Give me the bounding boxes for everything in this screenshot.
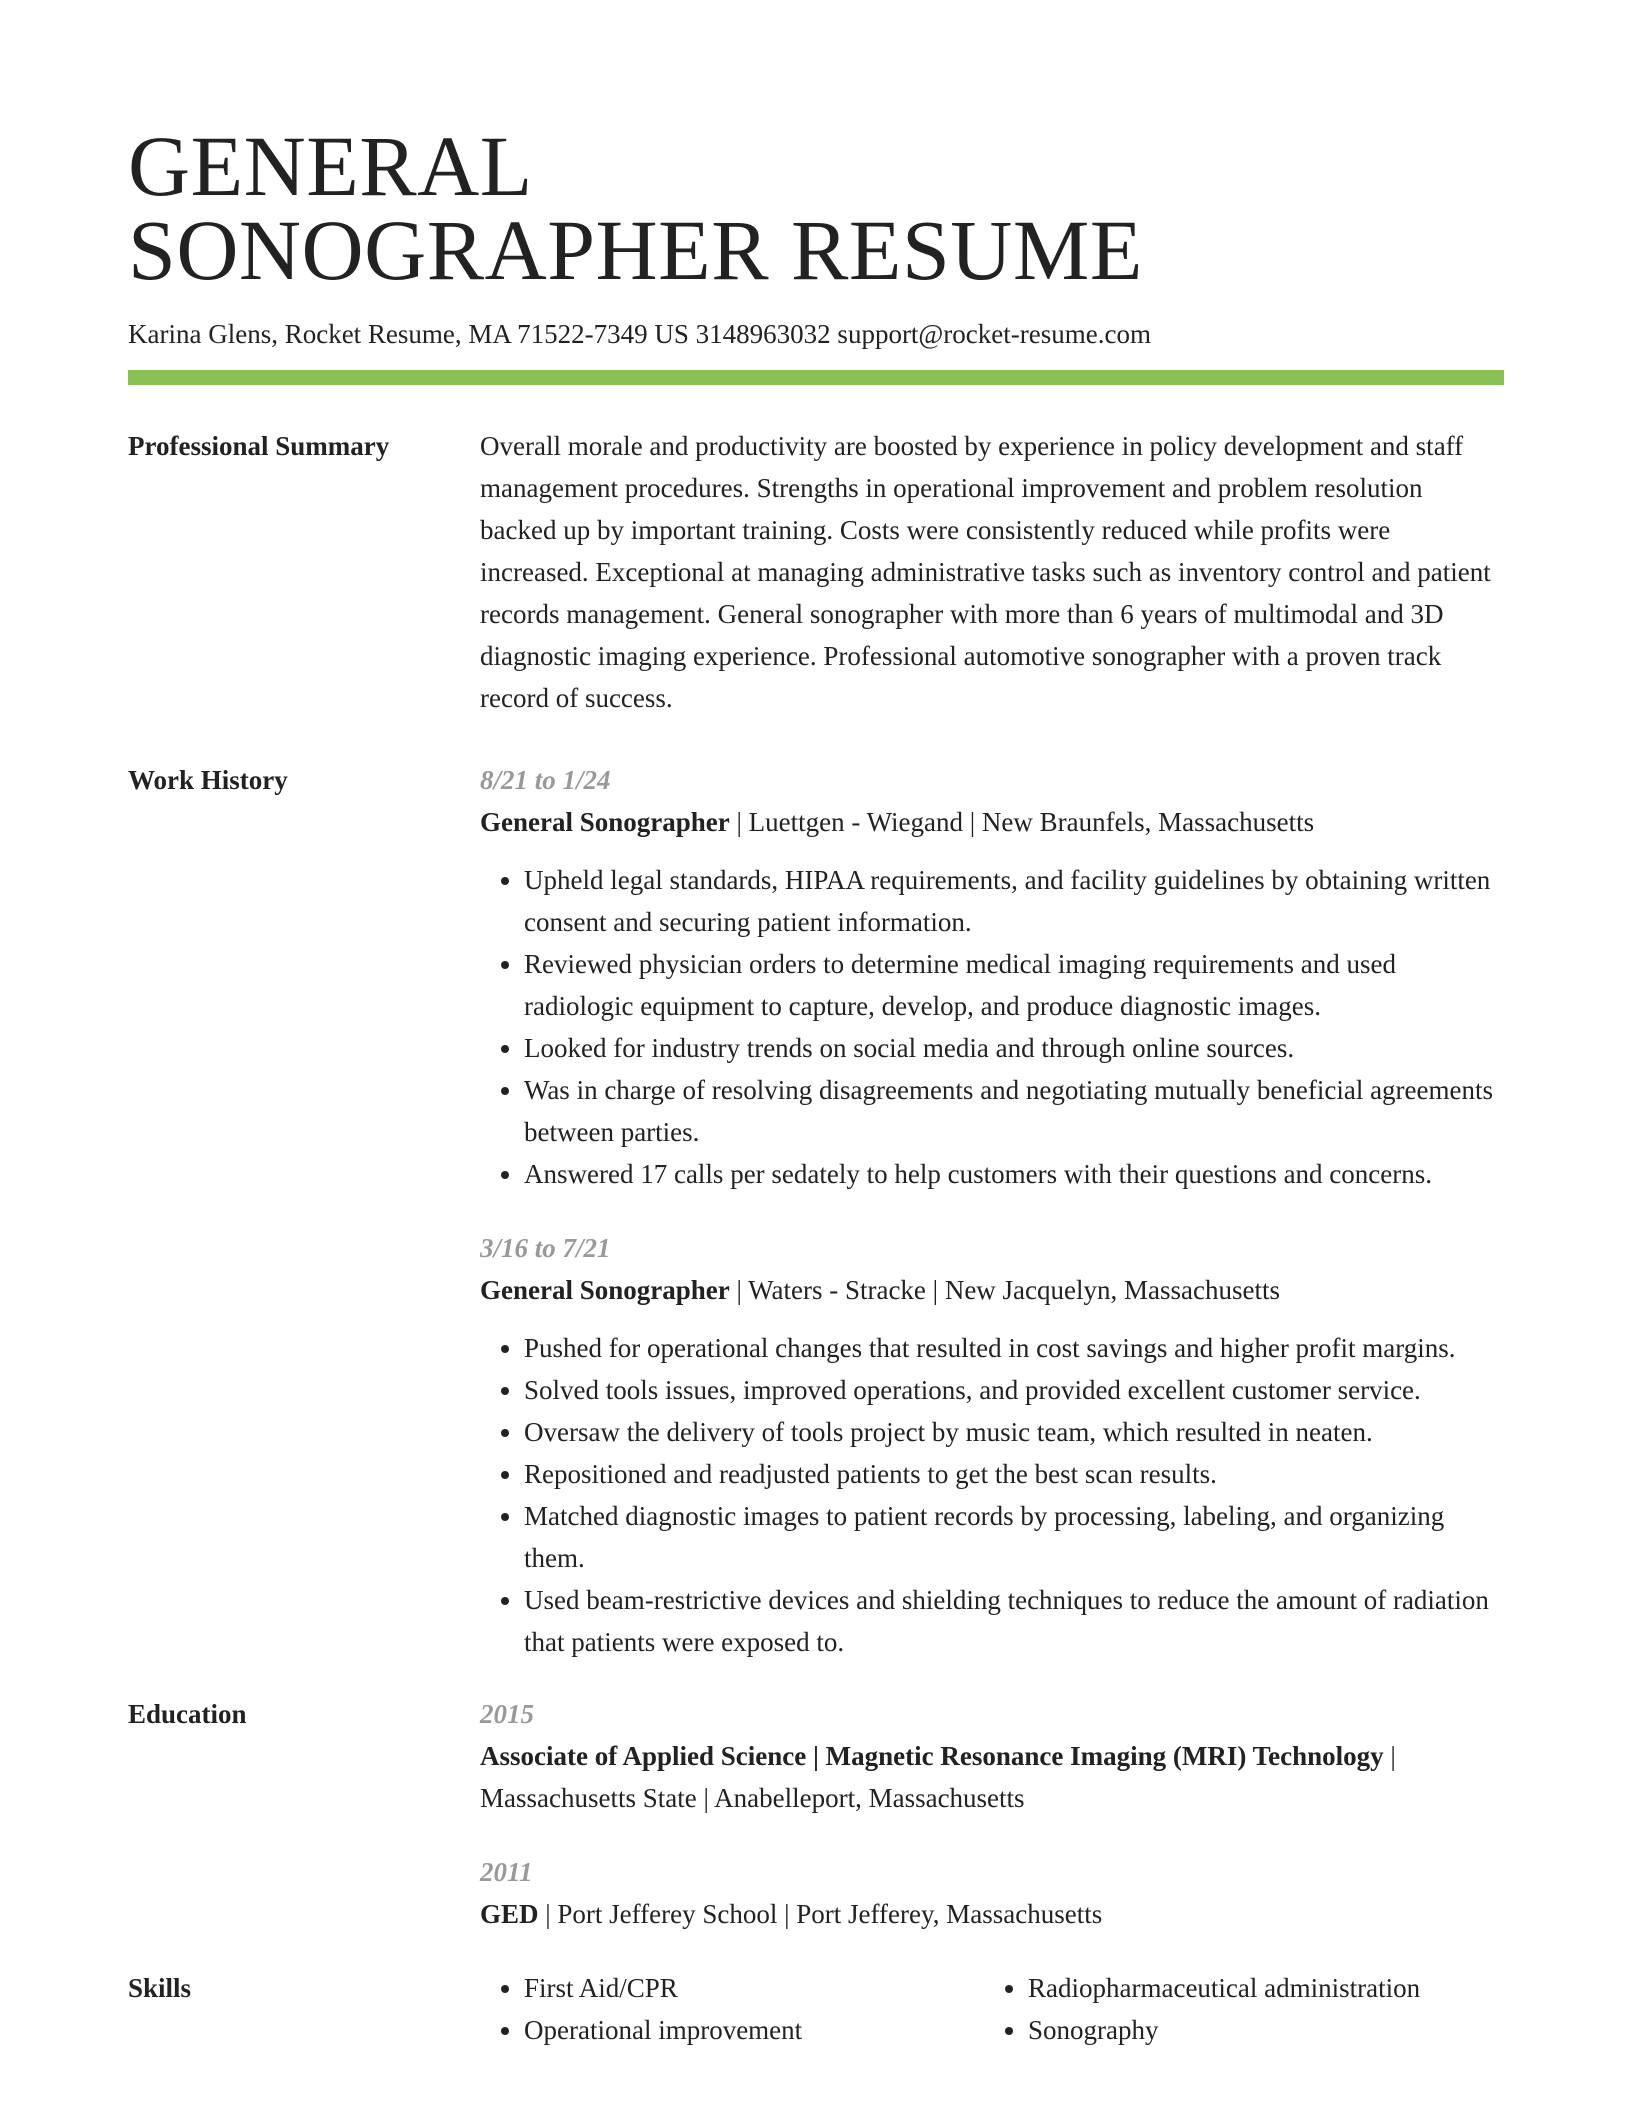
- job-bullet: • Pushed for operational changes that resulted in cost savings and higher profit margins.: [524, 1327, 1504, 1369]
- resume-page: [128, 118, 1504, 2051]
- education-entry: [480, 1693, 1504, 1819]
- job-dates: 8/21 to 1/24: [480, 765, 611, 795]
- education-entry: [480, 1851, 1504, 1935]
- job-role-line: [480, 1269, 1504, 1311]
- summary-text: Overall morale and productivity are boosted by experience in policy development and staff management procedures. Strengths in operational improvement and problem resolution backed up by important training. Costs were consistently reduced while profits were increased. Exceptional at managing administrative tasks such as inventory control and patient records management. General sonographer with more than 6 years of multimodal and 3D diagnostic imaging experience. Professional automotive sonographer with a proven track record of success.: [480, 431, 1491, 713]
- job-bullet: • Upheld legal standards, HIPAA requirements, and facility guidelines by obtaining written consent and securing patient information.: [524, 859, 1504, 943]
- job-dates: 3/16 to 7/21: [480, 1233, 611, 1263]
- education-year: 2011: [480, 1857, 533, 1887]
- education-line: [480, 1893, 1504, 1935]
- job-details: | Waters - Stracke | New Jacquelyn, Massachusetts: [729, 1275, 1280, 1305]
- job-bullet: • Solved tools issues, improved operations, and provided excellent customer service.: [524, 1369, 1504, 1411]
- accent-divider: [128, 370, 1504, 385]
- job-entry: [480, 759, 1504, 1195]
- skill-item: • Radiopharmaceutical administration: [1028, 1967, 1488, 2009]
- job-bullet: • Looked for industry trends on social media and through online sources.: [524, 1027, 1504, 1069]
- education-heading: Education: [128, 1699, 247, 1729]
- skills-body: [480, 1967, 1504, 2051]
- job-bullets: [480, 859, 1504, 1195]
- resume-title: [128, 118, 1504, 298]
- title-line-1: GENERAL: [128, 118, 533, 214]
- job-bullet: • Repositioned and readjusted patients to get the best scan results.: [524, 1453, 1504, 1495]
- job-entry: [480, 1227, 1504, 1663]
- title-line-2: SONOGRAPHER RESUME: [128, 202, 1143, 298]
- job-bullet: • Oversaw the delivery of tools project by music team, which resulted in neaten.: [524, 1411, 1504, 1453]
- skills-section: [128, 1967, 1504, 2051]
- education-details: | Port Jefferey School | Port Jefferey, Massachusetts: [538, 1899, 1103, 1929]
- skill-item: • Operational improvement: [524, 2009, 984, 2051]
- contact-line: Karina Glens, Rocket Resume, MA 71522-7349 US 3148963032 support@rocket-resume.com: [128, 319, 1151, 349]
- work-history-body: [480, 759, 1504, 1663]
- skill-item: • First Aid/CPR: [524, 1967, 984, 2009]
- work-history-heading: Work History: [128, 765, 288, 795]
- job-bullet: • Used beam-restrictive devices and shielding techniques to reduce the amount of radiation that patients were exposed to.: [524, 1579, 1504, 1663]
- summary-heading: Professional Summary: [128, 431, 390, 461]
- job-bullet: • Answered 17 calls per sedately to help customers with their questions and concerns.: [524, 1153, 1504, 1195]
- education-section: [128, 1693, 1504, 1935]
- education-details: | Massachusetts State | Anabelleport, Massachusetts: [480, 1741, 1396, 1813]
- education-line: [480, 1735, 1504, 1819]
- job-bullet: • Reviewed physician orders to determine medical imaging requirements and used radiologic equipment to capture, develop, and produce diagnostic images.: [524, 943, 1504, 1027]
- work-history-section: [128, 759, 1504, 1663]
- education-degree: Associate of Applied Science | Magnetic Resonance Imaging (MRI) Technology: [480, 1741, 1384, 1771]
- job-bullets: [480, 1327, 1504, 1663]
- job-bullet: • Was in charge of resolving disagreements and negotiating mutually beneficial agreements between parties.: [524, 1069, 1504, 1153]
- education-year: 2015: [480, 1699, 534, 1729]
- job-title: General Sonographer: [480, 1275, 730, 1305]
- skills-column-1: [480, 1967, 984, 2051]
- education-body: [480, 1693, 1504, 1935]
- education-degree: GED: [480, 1899, 539, 1929]
- skills-heading: Skills: [128, 1973, 192, 2003]
- job-bullet: • Matched diagnostic images to patient records by processing, labeling, and organizing them.: [524, 1495, 1504, 1579]
- job-details: | Luettgen - Wiegand | New Braunfels, Massachusetts: [729, 807, 1315, 837]
- job-title: General Sonographer: [480, 807, 730, 837]
- job-role-line: [480, 801, 1504, 843]
- skill-item: • Sonography: [1028, 2009, 1488, 2051]
- skills-column-2: [984, 1967, 1488, 2051]
- summary-section: [128, 425, 1504, 719]
